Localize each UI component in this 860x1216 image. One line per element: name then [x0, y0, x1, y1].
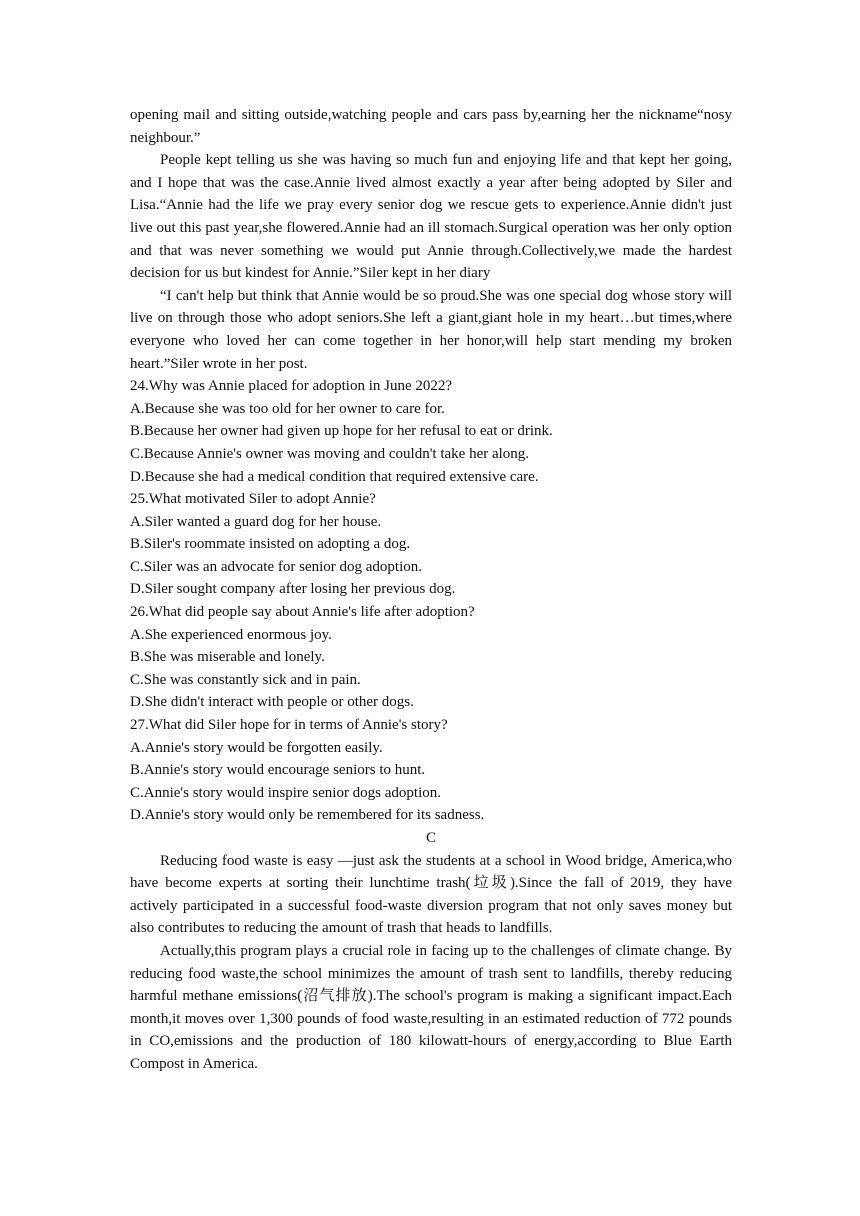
answer-option: C.Annie's story would inspire senior dogs adoption.: [130, 784, 442, 801]
question-stem: 24.Why was Annie placed for adoption in June 2022?: [130, 378, 453, 395]
answer-option: B.Siler's roommate insisted on adopting a dog.: [130, 536, 411, 553]
exam-page: [130, 104, 732, 1076]
answer-option: A.Because she was too old for her owner to care for.: [130, 400, 445, 417]
section-heading: C: [425, 830, 436, 846]
question-stem: 26.What did people say about Annie's life after adoption?: [130, 604, 475, 621]
question-27: [130, 714, 732, 827]
answer-option: A.She experienced enormous joy.: [130, 626, 332, 643]
answer-option: A.Siler wanted a guard dog for her house.: [130, 513, 382, 530]
question-stem: 27.What did Siler hope for in terms of Annie's story?: [130, 717, 448, 734]
answer-option: C.Siler was an advocate for senior dog adoption.: [130, 558, 423, 575]
passage-b-paragraph: opening mail and sitting outside,watching people and cars pass by,earning her the nickname“nosy neighbour.”: [130, 107, 732, 146]
answer-option: C.She was constantly sick and in pain.: [130, 671, 361, 688]
answer-option: B.Annie's story would encourage seniors to hunt.: [130, 762, 426, 779]
question-stem: 25.What motivated Siler to adopt Annie?: [130, 491, 376, 508]
answer-option: D.Because she had a medical condition that required extensive care.: [130, 468, 539, 485]
answer-option: D.Annie's story would only be remembered for its sadness.: [130, 807, 485, 824]
answer-option: C.Because Annie's owner was moving and couldn't take her along.: [130, 445, 530, 462]
answer-option: B.She was miserable and lonely.: [130, 649, 325, 666]
question-24: [130, 375, 732, 488]
question-25: [130, 488, 732, 601]
passage-c-paragraph: Reducing food waste is easy —just ask the students at a school in Wood bridge, America,who have become experts at sorting their lunchtime trash(垃圾).Since the fall of 2019, they have actively participated in a successful food-waste diversion program that not only saves money but also contributes to reducing the amount of trash that heads to landfills.: [130, 852, 732, 937]
answer-option: A.Annie's story would be forgotten easily.: [130, 739, 383, 756]
passage-c-paragraph: Actually,this program plays a crucial role in facing up to the challenges of climate change. By reducing food waste,the school minimizes the amount of trash sent to landfills, thereby reducing harmful methane emissions(沼气排放).The school's program is making a significant impact.Each month,it moves over 1,300 pounds of food waste,resulting in an estimated reduction of 772 pounds in CO,emissions and the production of 180 kilowatt-hours of energy,according to Blue Earth Compost in America.: [130, 942, 732, 1072]
answer-option: B.Because her owner had given up hope for her refusal to eat or drink.: [130, 423, 553, 440]
passage-b-paragraph: People kept telling us she was having so much fun and enjoying life and that kept her going, and I hope that was the case.Annie lived almost exactly a year after being adopted by Siler and Lisa.“Annie had the life we pray every senior dog we rescue gets to experience.Annie didn't just live out this past year,she flowered.Annie had an ill stomach.Surgical operation was her only option and that was never something we would put Annie through.Collectively,we made the hardest decision for us but kindest for Annie.”Siler kept in her diary: [130, 152, 732, 282]
answer-option: D.Siler sought company after losing her previous dog.: [130, 581, 456, 598]
passage-b-paragraph: “I can't help but think that Annie would be so proud.She was one special dog whose story will live on through those who adopt seniors.She left a giant,giant hole in my heart…but times,where everyone who loved her can come together in her honor,will help start mending my broken heart.”Siler wrote in her post.: [130, 287, 732, 372]
question-26: [130, 601, 732, 714]
answer-option: D.She didn't interact with people or other dogs.: [130, 694, 414, 711]
